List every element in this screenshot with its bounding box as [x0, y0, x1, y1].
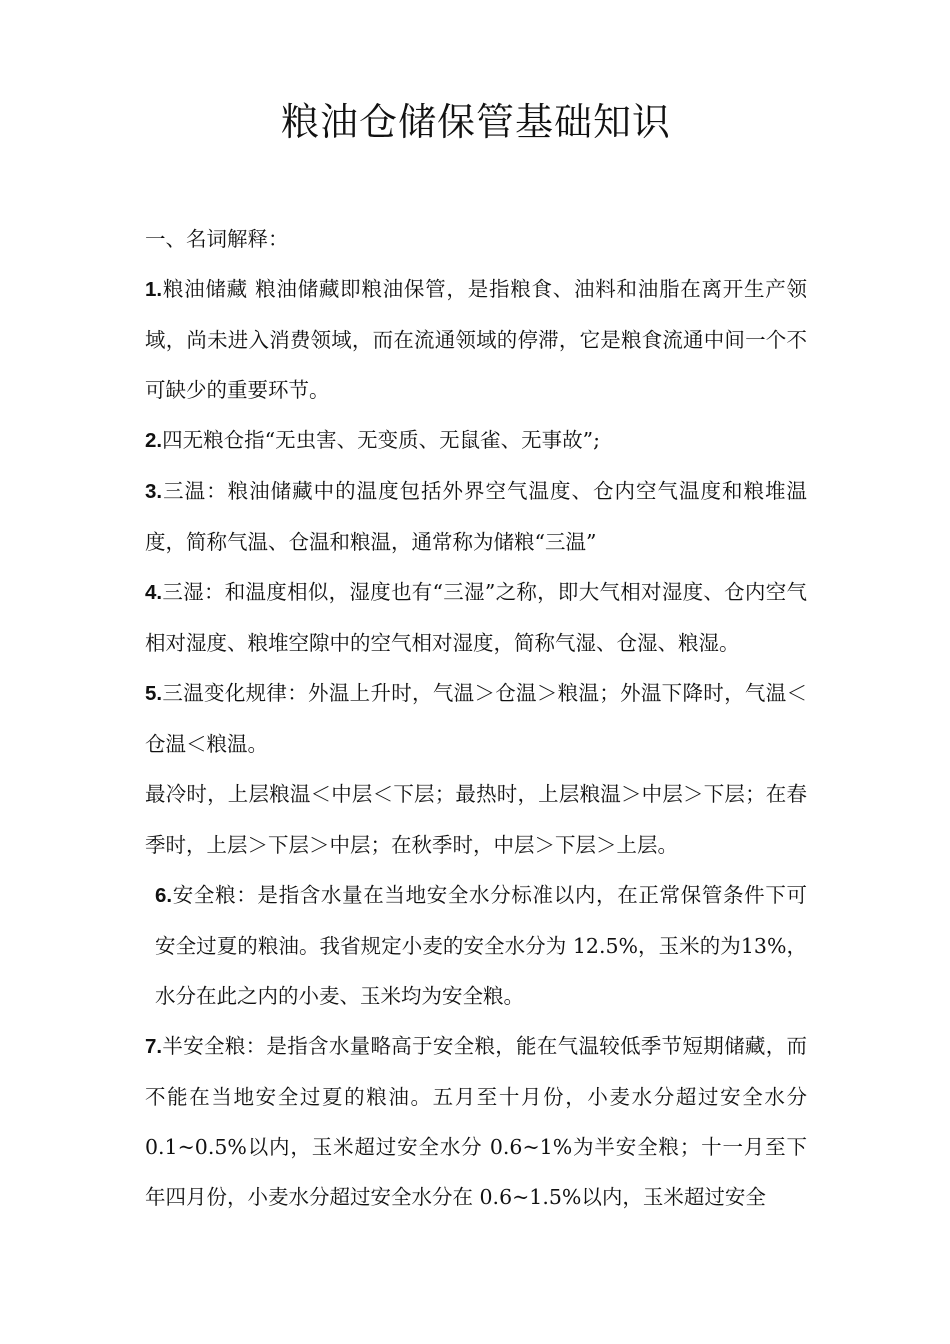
list-item: [145, 466, 807, 567]
item-text: 三温变化规律：外温上升时，气温＞仓温＞粮温；外温下降时，气温＜仓温＜粮温。: [145, 681, 807, 756]
list-item: [145, 264, 807, 415]
item-number: 3.: [145, 480, 163, 503]
list-item: [145, 567, 807, 668]
document-title: 粮油仓储保管基础知识: [280, 100, 671, 144]
list-item: [145, 668, 807, 769]
item-number: 1.: [145, 278, 163, 301]
item-number: 4.: [145, 581, 163, 604]
item-text: 粮油储藏 粮油储藏即粮油保管，是指粮食、油料和油脂在离开生产领域，尚未进入消费领域，而在流通领域的停滞，它是粮食流通中间一个不可缺少的重要环节。: [145, 277, 807, 402]
item-text: 半安全粮：是指含水量略高于安全粮，能在气温较低季节短期储藏，而不能在当地安全过夏的粮油。五月至十月份，小麦水分超过安全水分 0.1~0.5%以内，玉米超过安全水分 0.6~1%为半安全粮；十一月至下年四月份，小麦水分超过安全水分在 0.6~1.5%以内，玉米超过安全: [145, 1034, 807, 1209]
item-number: 6.: [155, 884, 173, 907]
list-item: [145, 1021, 807, 1222]
list-item: [145, 415, 807, 466]
item-text: 三温：粮油储藏中的温度包括外界空气温度、仓内空气温度和粮堆温度，简称气温、仓温和粮温，通常称为储粮“三温”: [145, 479, 807, 554]
item-text: 安全粮：是指含水量在当地安全水分标准以内，在正常保管条件下可安全过夏的粮油。我省规定小麦的安全水分为 12.5%，玉米的为13%，水分在此之内的小麦、玉米均为安全粮。: [155, 883, 807, 1008]
item-number: 5.: [145, 682, 163, 705]
section-heading: 一、名词解释：: [145, 227, 289, 251]
item-text: 三湿：和温度相似，湿度也有“三湿”之称，即大气相对湿度、仓内空气相对湿度、粮堆空隙中的空气相对湿度，简称气湿、仓湿、粮湿。: [145, 580, 807, 655]
item-text: 四无粮仓指“无虫害、无变质、无鼠雀、无事故”;: [162, 428, 600, 452]
list-item: [145, 870, 807, 1021]
item-number: 7.: [145, 1035, 163, 1058]
item-number: 2.: [145, 429, 163, 452]
list-item-continuation: [145, 769, 807, 870]
item-text: 最冷时，上层粮温＜中层＜下层；最热时，上层粮温＞中层＞下层；在春季时，上层＞下层＞中层；在秋季时，中层＞下层＞上层。: [145, 782, 807, 857]
